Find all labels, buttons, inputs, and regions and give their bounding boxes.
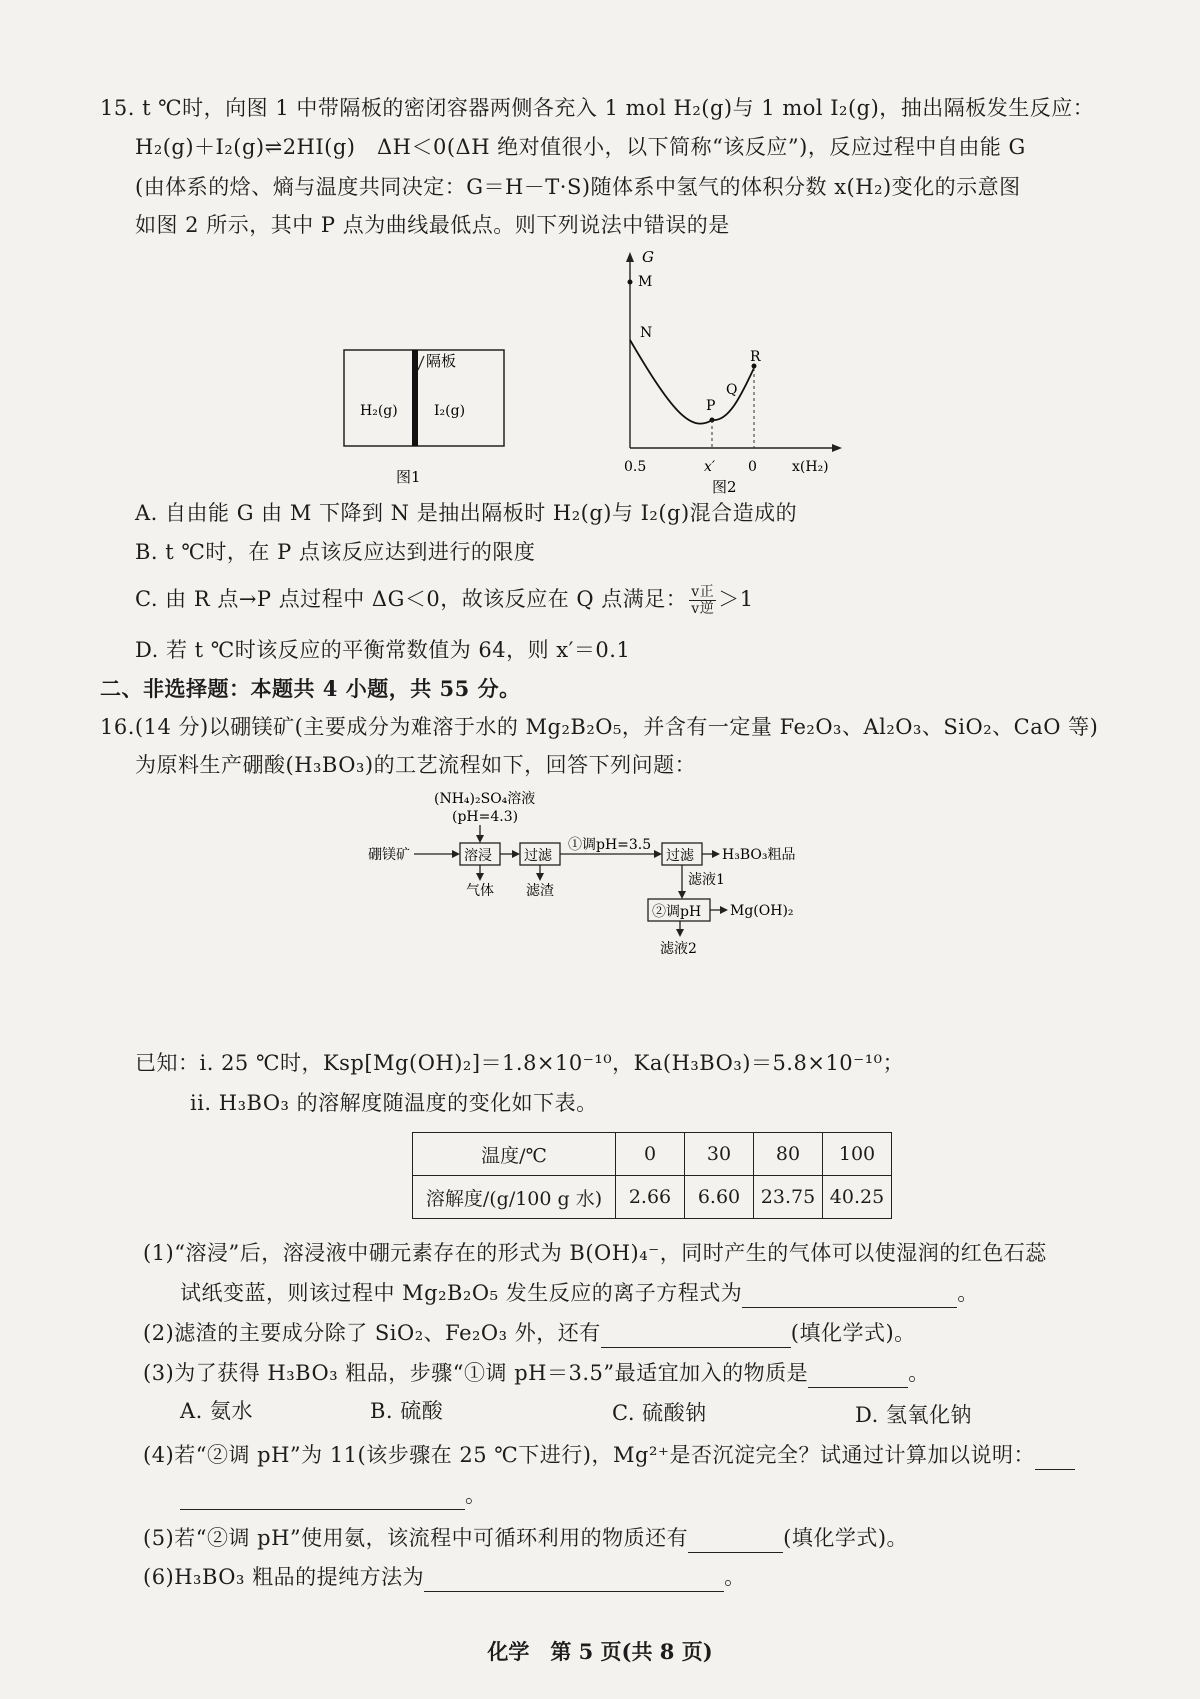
answer-blank-6[interactable] (424, 1567, 724, 1592)
leach-out-arrowhead (512, 850, 520, 858)
gas-arrowhead (476, 873, 484, 881)
q16-line-1: 16.(14 分)以硼镁矿(主要成分为难溶于水的 Mg₂B₂O₅，并含有一定量 Fe₂O₃、Al₂O₃、SiO₂、CaO 等) (100, 715, 1099, 739)
answer-blank-5[interactable] (688, 1528, 783, 1553)
q15-option-b: B. t ℃时，在 P 点该反应达到进行的限度 (135, 540, 536, 564)
container-box (344, 350, 504, 446)
reagent-ph-label: (pH=4.3) (452, 809, 519, 825)
q16-part-6 (143, 1562, 746, 1592)
product2-arrowhead (720, 906, 728, 914)
solubility-table (412, 1132, 892, 1219)
rate-ratio-fraction (689, 584, 716, 617)
step1-arrowhead (654, 850, 662, 858)
q15-line-3: (由体系的焓、熵与温度共同决定：G＝H－T·S)随体系中氢气的体积分数 x(H₂)变化的示意图 (135, 175, 1021, 199)
q15-option-c-text: C. 由 R 点→P 点过程中 ΔG＜0，故该反应在 Q 点满足： (135, 587, 688, 611)
leach-label: 溶浸 (464, 848, 492, 864)
filtrate2-label: 滤液2 (660, 941, 697, 957)
rate-forward: v正 (691, 584, 715, 600)
step1-label: ①调pH=3.5 (568, 837, 652, 853)
q16-part-4-line-1 (143, 1440, 1075, 1470)
raw-material-label: 硼镁矿 (368, 847, 410, 863)
figure-2-graph (600, 248, 860, 516)
product1-arrowhead (712, 850, 720, 858)
point-m (628, 280, 633, 285)
answer-blank-1[interactable] (742, 1283, 957, 1308)
product1-label: H₃BO₃粗品 (722, 847, 796, 863)
known-condition-1: 已知：i. 25 ℃时，Ksp[Mg(OH)₂]＝1.8×10⁻¹⁰，Ka(H₃BO₃)＝5.8×10⁻¹⁰； (135, 1051, 905, 1075)
answer-blank-4a[interactable] (1035, 1445, 1075, 1470)
q16-part-1-line-2 (180, 1278, 979, 1308)
label-n: N (640, 325, 653, 341)
table-cell: 80 (754, 1133, 823, 1176)
filter1-label: 过滤 (524, 848, 552, 864)
q16-part-3-option-c: C. 硫酸钠 (612, 1401, 707, 1425)
partition-leader (418, 356, 424, 370)
q15-line-1: 15. t ℃时，向图 1 中带隔板的密闭容器两侧各充入 1 mol H₂(g)与 1 mol I₂(g)，抽出隔板发生反应： (100, 96, 1095, 120)
product2-label: Mg(OH)₂ (730, 903, 794, 919)
gas-label: 气体 (466, 883, 494, 899)
figure-1-caption: 图1 (396, 468, 421, 486)
q16-line-2: 为原料生产硼酸(H₃BO₃)的工艺流程如下，回答下列问题： (135, 753, 697, 777)
step2-label: ②调pH (652, 904, 702, 920)
q16-part-2 (143, 1318, 916, 1348)
reagent-arrowhead (476, 835, 484, 843)
q16-part-5-end: (填化学式)。 (783, 1526, 909, 1550)
known-condition-2: ii. H₃BO₃ 的溶解度随温度的变化如下表。 (190, 1091, 598, 1115)
table-cell: 30 (685, 1133, 754, 1176)
residue-label: 滤渣 (526, 883, 554, 899)
tick-label-xprime: x′ (704, 459, 716, 475)
table-cell: 2.66 (616, 1176, 685, 1219)
q15-line-2: H₂(g)＋I₂(g)⇌2HI(g) ΔH＜0(ΔH 绝对值很小，以下简称“该反应”)，反应过程中自由能 G (135, 135, 1026, 159)
section-2-heading: 二、非选择题：本题共 4 小题，共 55 分。 (100, 676, 521, 701)
label-q: Q (726, 382, 738, 398)
q15-line-4: 如图 2 所示，其中 P 点为曲线最低点。则下列说法中错误的是 (135, 213, 730, 237)
label-m: M (638, 274, 653, 290)
filtrate1-label: 滤液1 (688, 872, 725, 888)
right-gas-label: I₂(g) (434, 403, 466, 419)
q15-option-d: D. 若 t ℃时该反应的平衡常数值为 64，则 x′＝0.1 (135, 638, 631, 662)
raw-arrowhead (452, 850, 460, 858)
label-r: R (750, 349, 761, 365)
process-flow-diagram (360, 785, 830, 960)
q16-part-1-line-1: (1)“溶浸”后，溶浸液中硼元素存在的形式为 B(OH)₄⁻，同时产生的气体可以使湿润的红色石蕊 (143, 1241, 1047, 1265)
table-header-temp: 温度/℃ (413, 1133, 616, 1176)
filtrate2-arrowhead (676, 929, 684, 937)
tick-label-05: 0.5 (624, 459, 647, 475)
partition-label: 隔板 (426, 352, 457, 370)
q16-part-5-text: (5)若“②调 pH”使用氨，该流程中可循环利用的物质还有 (143, 1526, 689, 1550)
answer-blank-2[interactable] (601, 1323, 791, 1348)
q16-part-6-text: (6)H₃BO₃ 粗品的提纯方法为 (143, 1565, 425, 1589)
table-cell: 23.75 (754, 1176, 823, 1219)
table-header-solubility: 溶解度/(g/100 g 水) (413, 1176, 616, 1219)
figure-2-caption: 图2 (712, 478, 737, 496)
q16-part-4-line-2 (180, 1480, 487, 1510)
label-p: P (706, 398, 716, 414)
q16-part-3-option-d: D. 氢氧化钠 (855, 1403, 972, 1427)
left-gas-label: H₂(g) (360, 403, 398, 419)
q16-part-1-text: 试纸变蓝，则该过程中 Mg₂B₂O₅ 发生反应的离子方程式为 (180, 1281, 743, 1305)
q15-option-a: A. 自由能 G 由 M 下降到 N 是抽出隔板时 H₂(g)与 I₂(g)混合造成的 (135, 501, 798, 525)
page-footer: 化学 第 5 页(共 8 页) (487, 1639, 713, 1664)
table-cell: 6.60 (685, 1176, 754, 1219)
q16-part-3 (143, 1358, 930, 1388)
q16-part-6-end: 。 (724, 1565, 746, 1589)
reagent-label: (NH₄)₂SO₄溶液 (434, 791, 536, 807)
q16-part-2-text: (2)滤渣的主要成分除了 SiO₂、Fe₂O₃ 外，还有 (143, 1321, 601, 1345)
x-axis-arrow (832, 444, 842, 452)
q16-part-4-text: (4)若“②调 pH”为 11(该步骤在 25 ℃下进行)，Mg²⁺是否沉淀完全？试通过计算加以说明： (143, 1443, 1035, 1467)
q16-part-2-end: (填化学式)。 (790, 1321, 916, 1345)
table-row (413, 1176, 892, 1219)
residue-arrowhead (536, 873, 544, 881)
q16-part-3-end: 。 (908, 1361, 930, 1385)
q16-part-3-text: (3)为了获得 H₃BO₃ 粗品，步骤“①调 pH＝3.5”最适宜加入的物质是 (143, 1361, 809, 1385)
partition-bar (412, 350, 418, 446)
q16-part-3-option-b: B. 硫酸 (370, 1399, 444, 1423)
q15-option-c (135, 584, 754, 617)
table-cell: 0 (616, 1133, 685, 1176)
y-axis-arrow (626, 252, 634, 262)
q16-part-4-end: 。 (465, 1483, 487, 1507)
tick-label-0: 0 (748, 459, 757, 475)
g-curve (630, 340, 712, 424)
answer-blank-3[interactable] (808, 1363, 908, 1388)
table-cell: 100 (823, 1133, 892, 1176)
table-row (413, 1133, 892, 1176)
figure-1-container (330, 340, 510, 500)
filtrate1-arrowhead (678, 891, 686, 899)
rate-reverse: v逆 (691, 601, 715, 617)
answer-blank-4b[interactable] (180, 1485, 465, 1510)
y-axis-label: G (642, 248, 654, 266)
table-cell: 40.25 (823, 1176, 892, 1219)
x-axis-label: x(H₂) (792, 459, 829, 475)
filter2-label: 过滤 (666, 848, 694, 864)
q16-part-1-end: 。 (957, 1281, 979, 1305)
q16-part-5 (143, 1523, 908, 1553)
q16-part-3-option-a: A. 氨水 (180, 1399, 254, 1423)
q15-option-c-end: ＞1 (718, 587, 754, 611)
